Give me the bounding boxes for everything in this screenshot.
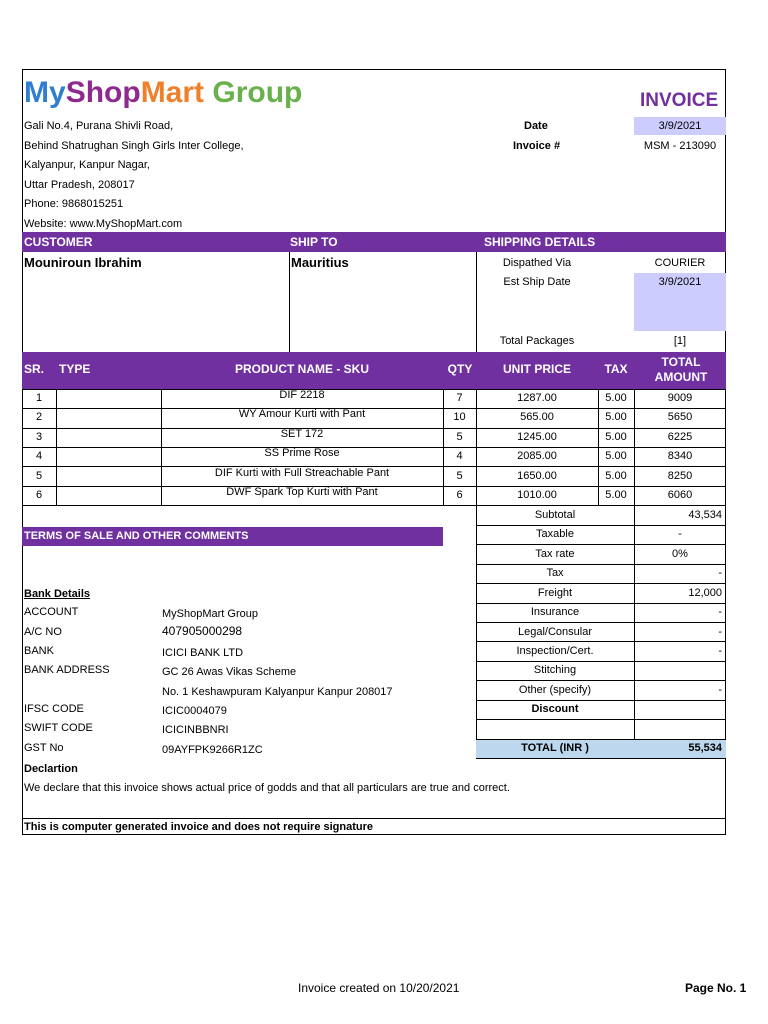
item-sr: 4	[35, 450, 43, 462]
bank-row-label: GST No	[24, 742, 64, 754]
stitching-label: Stitching	[533, 664, 577, 676]
item-product: DWF Spark Top Kurti with Pant	[226, 486, 378, 498]
item-total: 8340	[667, 450, 693, 462]
bank-row-label: A/C NO	[24, 626, 62, 638]
total-packages-label: Total Packages	[499, 335, 575, 347]
bank-row-value: MyShopMart Group	[162, 608, 258, 620]
item-product: SET 172	[280, 428, 324, 440]
tax-label: Tax	[546, 567, 564, 579]
bank-row-label: IFSC CODE	[24, 703, 84, 715]
page-number: Page No. 1	[685, 981, 747, 995]
item-product: WY Amour Kurti with Pant	[238, 408, 366, 420]
est-ship-date-value: 3/9/2021	[658, 276, 702, 288]
address-line: Kalyanpur, Kanpur Nagar,	[24, 159, 150, 171]
company-logo: MyShopMart Group	[24, 76, 303, 109]
tax-rate-value: 0%	[672, 548, 688, 560]
declaration-text: We declare that this invoice shows actual price of godds and that all particulars are true and correct.	[24, 782, 510, 794]
bank-row-value: 407905000298	[162, 624, 243, 638]
insurance-value: -	[718, 606, 722, 618]
est-ship-date-box	[634, 273, 726, 331]
item-total: 6060	[667, 489, 693, 501]
item-qty: 10	[453, 411, 466, 423]
col-product: PRODUCT NAME - SKU	[235, 362, 369, 376]
bank-row-label: ACCOUNT	[24, 606, 79, 618]
item-unit-price: 2085.00	[517, 450, 557, 462]
invoice-number-label: Invoice #	[513, 140, 561, 152]
col-type: TYPE	[59, 362, 91, 376]
total-label: TOTAL (INR )	[521, 742, 589, 754]
bank-row-label: SWIFT CODE	[24, 722, 93, 734]
item-sr: 6	[35, 489, 43, 501]
invoice-title: INVOICE	[640, 90, 719, 111]
terms-label: TERMS OF SALE AND OTHER COMMENTS	[24, 530, 249, 542]
col-total-1: TOTAL	[661, 355, 701, 369]
freight-value: 12,000	[688, 587, 722, 599]
address-line: Behind Shatrughan Singh Girls Inter College,	[24, 140, 244, 152]
item-unit-price: 1650.00	[517, 470, 557, 482]
taxable-value: -	[678, 528, 682, 540]
terms-header	[22, 527, 443, 546]
tax-value: -	[718, 567, 722, 579]
address-line: Uttar Pradesh, 208017	[24, 179, 135, 191]
item-qty: 5	[456, 431, 463, 443]
declaration-heading: Declartion	[24, 763, 78, 775]
footer-note: This is computer generated invoice and does not require signature	[24, 821, 374, 833]
bank-row-label: BANK ADDRESS	[24, 664, 110, 676]
legal-value: -	[718, 626, 722, 638]
date-label: Date	[524, 120, 548, 132]
item-product: DIF Kurti with Full Streachable Pant	[214, 467, 390, 479]
total-packages-value: [1]	[673, 335, 687, 347]
items-header	[22, 352, 726, 389]
item-sr: 1	[35, 392, 43, 404]
bank-row-value: ICIC0004079	[162, 705, 227, 717]
item-tax: 5.00	[605, 431, 627, 443]
taxable-label: Taxable	[536, 528, 574, 540]
item-sr: 3	[35, 431, 43, 443]
item-product: DIF 2218	[279, 389, 325, 401]
col-qty: QTY	[447, 362, 473, 376]
item-total: 5650	[667, 411, 693, 423]
inspection-value: -	[718, 645, 722, 657]
item-tax: 5.00	[605, 392, 627, 404]
item-sr: 5	[35, 470, 43, 482]
bank-row-value: No. 1 Keshawpuram Kalyanpur Kanpur 208017	[162, 686, 393, 698]
date-value: 3/9/2021	[634, 117, 726, 135]
phone: Phone: 9868015251	[24, 198, 124, 210]
col-sr: SR.	[24, 362, 45, 376]
website: Website: www.MyShopMart.com	[24, 218, 183, 230]
item-total: 9009	[667, 392, 693, 404]
item-unit-price: 565.00	[520, 411, 554, 423]
dispatched-via-label: Dispathed Via	[502, 257, 572, 269]
bank-details-heading: Bank Details	[24, 588, 91, 600]
item-unit-price: 1287.00	[517, 392, 557, 404]
shipping-details-label: SHIPPING DETAILS	[484, 235, 596, 249]
item-qty: 5	[456, 470, 463, 482]
other-value: -	[718, 684, 722, 696]
tax-rate-label: Tax rate	[535, 548, 575, 560]
ship-to-value: Mauritius	[291, 255, 349, 270]
item-qty: 7	[456, 392, 463, 404]
total-value: 55,534	[688, 742, 722, 754]
customer-name: Mouniroun Ibrahim	[24, 255, 142, 270]
bank-row-value: ICICI BANK LTD	[162, 647, 244, 659]
col-unit-price: UNIT PRICE	[502, 362, 571, 376]
est-ship-date-label: Est Ship Date	[503, 276, 571, 288]
other-label: Other (specify)	[518, 684, 592, 696]
freight-label: Freight	[537, 587, 573, 599]
bank-row-value: 09AYFPK9266R1ZC	[162, 744, 263, 756]
item-product: SS Prime Rose	[264, 447, 340, 459]
customer-label: CUSTOMER	[24, 235, 93, 249]
subtotal-value: 43,534	[688, 509, 722, 521]
item-qty: 4	[456, 450, 463, 462]
invoice-created: Invoice created on 10/20/2021	[298, 981, 460, 995]
insurance-label: Insurance	[530, 606, 580, 618]
item-total: 8250	[667, 470, 693, 482]
col-tax: TAX	[604, 362, 628, 376]
item-total: 6225	[667, 431, 693, 443]
subtotal-label: Subtotal	[534, 509, 576, 521]
col-total-2: AMOUNT	[654, 370, 708, 384]
invoice-number-value: MSM - 213090	[643, 140, 717, 152]
item-qty: 6	[456, 489, 463, 501]
legal-label: Legal/Consular	[518, 626, 592, 638]
ship-to-label: SHIP TO	[290, 235, 338, 249]
discount-label: Discount	[531, 703, 579, 715]
item-tax: 5.00	[605, 411, 627, 423]
bank-row-label: BANK	[24, 645, 54, 657]
bank-row-value: GC 26 Awas Vikas Scheme	[162, 666, 297, 678]
item-tax: 5.00	[605, 489, 627, 501]
customer-header-bar	[22, 232, 726, 252]
item-tax: 5.00	[605, 450, 627, 462]
item-unit-price: 1245.00	[517, 431, 557, 443]
item-sr: 2	[35, 411, 43, 423]
dispatched-via-value: COURIER	[654, 257, 706, 269]
bank-row-value: ICICINBBNRI	[162, 724, 229, 736]
item-tax: 5.00	[605, 470, 627, 482]
inspection-label: Inspection/Cert.	[516, 645, 594, 657]
item-unit-price: 1010.00	[517, 489, 557, 501]
address-line: Gali No.4, Purana Shivli Road,	[24, 120, 174, 132]
